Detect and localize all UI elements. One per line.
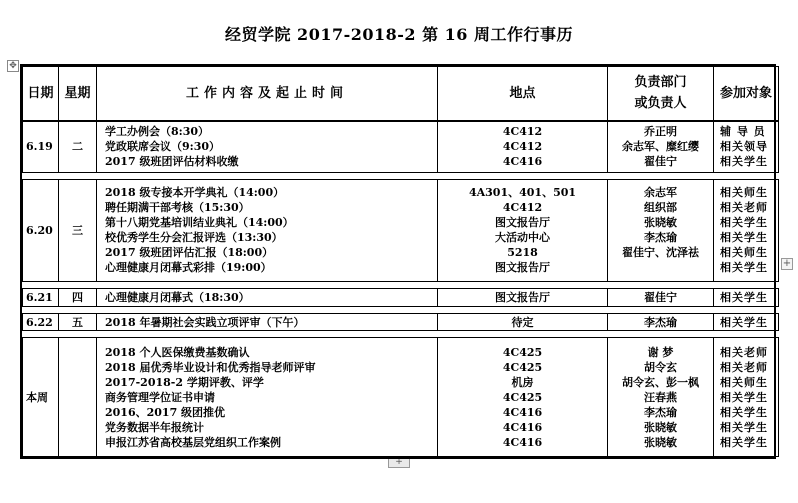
content-line: 2018 个人医保缴费基数确认 — [105, 345, 250, 359]
dept-line: 张晓敏 — [644, 435, 677, 449]
participants-line: 相关老师 — [720, 345, 768, 359]
dept-cell — [608, 288, 714, 306]
location-line: 4C416 — [502, 420, 543, 434]
location-line: 待定 — [511, 315, 534, 329]
location-cell — [438, 313, 608, 331]
content-line: 商务管理学位证书申请 — [105, 390, 215, 404]
dept-line: 张晓敏 — [644, 216, 677, 230]
header-location: 地点 — [438, 67, 608, 121]
location-line: 4C416 — [502, 155, 543, 169]
participants-line: 相关领导 — [720, 140, 768, 154]
header-dept — [608, 67, 714, 121]
participants-line: 相关学生 — [720, 315, 768, 329]
location-line: 4C416 — [502, 435, 543, 449]
participants-line: 相关师生 — [720, 375, 768, 389]
participants-cell — [714, 313, 779, 331]
content-line: 校优秀学生分会汇报评选（13:30） — [105, 231, 283, 245]
location-line: 4C416 — [502, 405, 543, 419]
header-content: 工作内容及起止时间 — [97, 67, 438, 121]
participants-line: 相关学生 — [720, 290, 768, 304]
location-line: 图文报告厅 — [495, 290, 550, 304]
participants-line: 相关学生 — [720, 420, 768, 434]
dept-line: 乔正明 — [644, 125, 677, 139]
table-move-handle-icon[interactable]: ✥ — [7, 60, 19, 72]
participants-line: 相关学生 — [720, 390, 768, 404]
weekday-cell: 四 — [59, 288, 97, 306]
dept-line — [608, 260, 713, 275]
content-line: 申报江苏省高校基层党组织工作案例 — [105, 435, 281, 449]
content-line: 2017 级班团评估汇报（18:00） — [105, 246, 274, 260]
dept-line: 李杰瑜 — [644, 315, 677, 329]
dept-line: 谢 梦 — [647, 345, 674, 359]
group-spacer — [23, 306, 779, 313]
date-cell: 本周 — [23, 338, 59, 457]
dept-cell — [608, 338, 714, 457]
content-line: 2016、2017 级团推优 — [105, 405, 226, 419]
location-cell — [438, 179, 608, 281]
group-spacer — [23, 172, 779, 179]
dept-cell — [608, 179, 714, 281]
content-line: 党政联席会议（9:30） — [105, 140, 221, 154]
date-cell: 6.20 — [23, 179, 59, 281]
location-line: 4C425 — [502, 390, 543, 404]
participants-line: 相关学生 — [720, 155, 768, 169]
dept-cell — [608, 313, 714, 331]
content-cell — [97, 179, 438, 281]
content-cell — [97, 313, 438, 331]
page-title: 经贸学院 2017-2018-2 第 16 周工作行事历 — [224, 25, 574, 44]
participants-line: 相关学生 — [720, 405, 768, 419]
date-cell: 6.21 — [23, 288, 59, 306]
content-line: 心理健康月闭幕式（18:30） — [105, 290, 250, 304]
location-line: 4A301、401、501 — [468, 186, 577, 200]
location-line: 4C412 — [502, 125, 543, 139]
dept-line: 胡令玄、彭一枫 — [622, 375, 699, 389]
location-line: 4C425 — [502, 360, 543, 374]
header-date: 日期 — [23, 67, 59, 121]
table-row — [23, 179, 779, 281]
header-dept-line1: 负责部门 — [634, 75, 687, 91]
date-cell: 6.22 — [23, 313, 59, 331]
participants-cell — [714, 179, 779, 281]
participants-cell — [714, 288, 779, 306]
dept-line: 余志军、糜红缨 — [622, 140, 699, 154]
date-cell: 6.19 — [23, 121, 59, 173]
location-line: 图文报告厅 — [495, 261, 550, 275]
content-line: 2018 级专接本开学典礼（14:00） — [105, 186, 285, 200]
table-row — [23, 121, 779, 173]
insert-column-handle-icon[interactable]: + — [782, 258, 792, 269]
group-spacer — [23, 331, 779, 338]
participants-cell — [714, 121, 779, 173]
weekday-cell: 二 — [59, 121, 97, 173]
header-weekday: 星期 — [59, 67, 97, 121]
dept-line: 胡令玄 — [644, 360, 677, 374]
location-cell — [438, 288, 608, 306]
header-participants: 参加对象 — [714, 67, 779, 121]
insert-row-handle-icon[interactable]: + — [388, 457, 410, 468]
content-line: 2017-2018-2 学期评教、评学 — [105, 375, 264, 389]
content-line: 2018 年暑期社会实践立项评审（下午） — [105, 315, 305, 329]
participants-cell — [714, 338, 779, 457]
dept-line: 翟佳宁 — [644, 155, 677, 169]
header-dept-line2: 或负责人 — [634, 96, 687, 112]
content-line: 党务数据半年报统计 — [105, 420, 204, 434]
dept-line: 李杰瑜 — [644, 231, 677, 245]
table-row — [23, 313, 779, 331]
group-spacer-cell — [23, 331, 779, 338]
content-line: 2017 级班团评估材料收缴 — [105, 155, 239, 169]
content-cell — [97, 338, 438, 457]
dept-line: 翟佳宁、沈泽祛 — [622, 246, 699, 260]
participants-line: 相关学生 — [720, 216, 768, 230]
dept-line: 组织部 — [644, 201, 677, 215]
location-line: 4C425 — [502, 345, 543, 359]
group-spacer-cell — [23, 281, 779, 288]
dept-line: 余志军 — [644, 186, 677, 200]
participants-line: 相关学生 — [720, 261, 768, 275]
location-line: 4C412 — [502, 140, 543, 154]
schedule-table — [20, 64, 776, 459]
participants-line: 相关学生 — [720, 435, 768, 449]
participants-line: 相关老师 — [720, 360, 768, 374]
table-row — [23, 288, 779, 306]
dept-line: 李杰瑜 — [644, 405, 677, 419]
location-line: 5218 — [507, 246, 538, 260]
group-spacer-cell — [23, 172, 779, 179]
weekday-cell — [59, 338, 97, 457]
group-spacer — [23, 281, 779, 288]
content-line: 心理健康月闭幕式彩排（19:00） — [105, 261, 272, 275]
table-row — [23, 338, 779, 457]
participants-line: 相关师生 — [720, 186, 768, 200]
location-line: 图文报告厅 — [495, 216, 550, 230]
location-cell — [438, 338, 608, 457]
content-line: 聘任期满干部考核（15:30） — [105, 201, 250, 215]
dept-line: 翟佳宁 — [644, 290, 677, 304]
content-line: 2018 届优秀毕业设计和优秀指导老师评审 — [105, 360, 316, 374]
weekday-cell: 五 — [59, 313, 97, 331]
location-line: 4C412 — [502, 201, 543, 215]
content-cell — [97, 288, 438, 306]
participants-line: 辅 导 员 — [720, 125, 766, 139]
location-line: 机房 — [511, 375, 534, 389]
dept-line: 汪春燕 — [644, 390, 677, 404]
content-line: 第十八期党基培训结业典礼（14:00） — [105, 216, 294, 230]
content-cell — [97, 121, 438, 173]
group-spacer-cell — [23, 306, 779, 313]
location-line: 大活动中心 — [495, 231, 550, 245]
dept-cell — [608, 121, 714, 173]
participants-line: 相关学生 — [720, 231, 768, 245]
dept-line: 张晓敏 — [644, 420, 677, 434]
participants-line: 相关老师 — [720, 201, 768, 215]
content-line: 学工办例会（8:30） — [105, 125, 210, 139]
participants-line: 相关师生 — [720, 246, 768, 260]
location-cell — [438, 121, 608, 173]
header-row — [23, 67, 779, 121]
weekday-cell: 三 — [59, 179, 97, 281]
